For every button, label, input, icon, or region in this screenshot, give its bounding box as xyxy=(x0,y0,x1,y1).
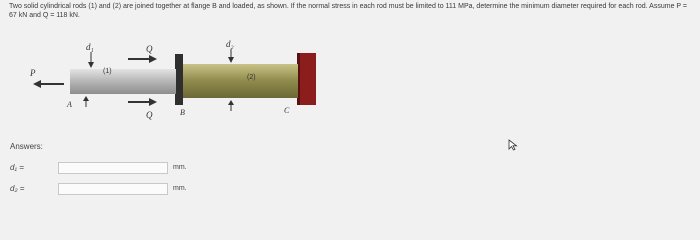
label-d1: d₁ xyxy=(86,42,94,52)
label-d2: d₂ xyxy=(226,39,234,49)
unit-mm-d1: mm. xyxy=(173,164,187,171)
d1-answer-input[interactable] xyxy=(58,162,168,174)
answer-label-d2: d₂ = xyxy=(10,184,25,193)
answer-label-d1: d₁ = xyxy=(10,163,24,172)
unit-mm-d2: mm. xyxy=(173,185,187,192)
label-b: B xyxy=(180,108,185,117)
label-c: C xyxy=(284,106,290,115)
answers-heading: Answers: xyxy=(10,142,43,151)
rod-1 xyxy=(70,69,176,94)
rod-2 xyxy=(182,64,298,98)
flange-b xyxy=(175,54,183,105)
label-p: P xyxy=(30,68,36,78)
label-a: A xyxy=(67,100,72,109)
label-rod-1: (1) xyxy=(103,68,112,75)
mouse-pointer-icon xyxy=(508,139,518,151)
problem-statement: Two solid cylindrical rods (1) and (2) are joined together at flange B and loaded, as shown. If the normal stress in each rod must be limited to 111 MPa, determine the minimum diameter required for each rod. Assume P = 67 kN and Q = 118 kN. xyxy=(9,3,687,19)
wall-support xyxy=(299,53,316,105)
label-rod-2: (2) xyxy=(247,74,256,81)
label-q-top: Q xyxy=(146,44,153,54)
label-q-bottom: Q xyxy=(146,110,153,120)
d2-answer-input[interactable] xyxy=(58,183,168,195)
